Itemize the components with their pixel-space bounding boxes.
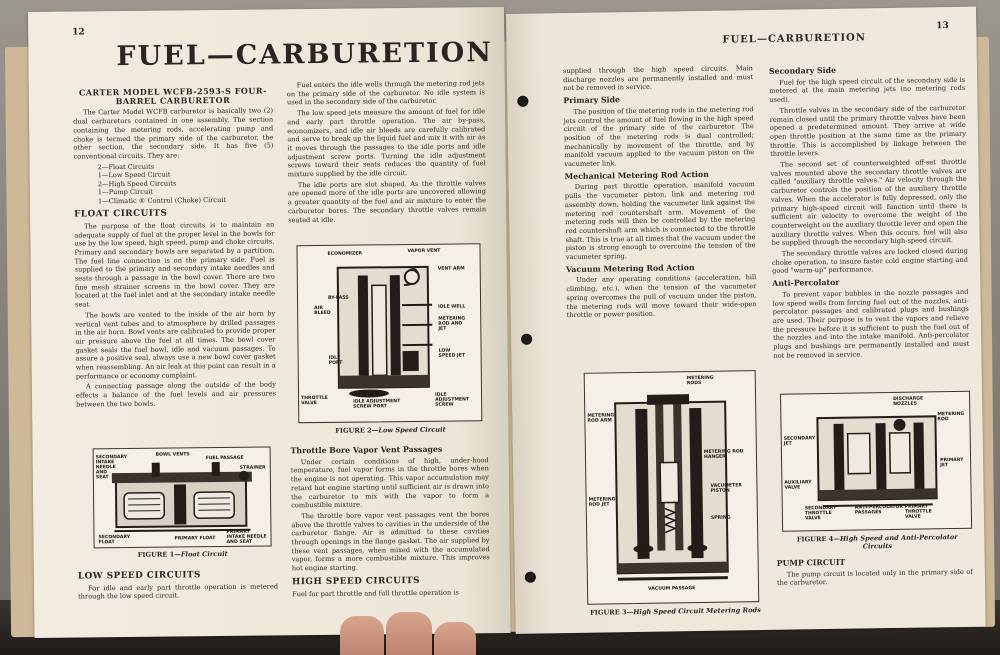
figure-2-number: FIGURE 2— [335, 426, 379, 435]
vacuum-paragraph: Under any operating conditions (acceleration, hill climbing, etc.), when the tension of the vacumeter spring overcomes the pull of vacuum under the piston, the metering rods will move toward their wide-open throttle or power position. [566, 273, 757, 320]
label-metering-rods: METERING RODS [686, 375, 714, 387]
idle-paragraph: The low speed jets measure the amount of fuel for idle and early part throttle operation. The air by-pass, economizers, and idle air bleeds are carefully calibrated and serve to break up the liquid fuel and mix it with air as it moves through the passages to the idle ports and idle adjustment screw ports. Turning the idle adjustment screws toward their seats reduces the quantity of fuel mixture supplied by the idle circuit. [287, 107, 486, 179]
label-secondary-float: SECONDARY FLOAT [98, 534, 131, 546]
label-primary-float: PRIMARY FLOAT [174, 536, 216, 542]
supply-paragraph: supplied through the high speed circuits. Main discharge nozzles are permanently installed and must not be removed in service. [562, 64, 754, 93]
secondary-paragraph: Fuel for the high speed circuit of the secondary side is metered at the main metering jets (no metering rods used). [769, 75, 966, 104]
vacuum-heading: Vacuum Metering Rod Action [565, 262, 695, 274]
label-spring: SPRING [710, 515, 731, 521]
label-metering-rod-arm: METERING ROD ARM [587, 413, 615, 424]
figure-low-speed-circuit [296, 243, 482, 423]
mechanical-heading: Mechanical Metering Rod Action [564, 169, 709, 181]
label-discharge-nozzles: DISCHARGE NOZZLES [893, 396, 924, 407]
float-paragraph: The purpose of the float circuits is to maintain an adequate supply of fuel at the proper level in the bowls for use by the low speed, high speed, pump and choke circuits. Primary and secondary bowls are separated by a partition. The fuel line connection is on the primary side. Fuel is supplied to the primary and secondary intake needles and seats through a passage in the bowl cover. There are two fine mesh strainer screens in the bowl cover. They are located at the fuel inlet and at the secondary intake needle seat. [74, 220, 276, 309]
hand-fingers [330, 612, 490, 655]
left-column-2 [287, 79, 487, 226]
label-fuel-passage: FUEL PASSAGE [205, 455, 244, 462]
float-paragraph: A connecting passage along the outside of the body effects a balance of the fuel levels and air pressures between the two bowls. [75, 380, 277, 409]
circuit-item: 1—Pump Circuit [97, 187, 153, 197]
left-column-1-bottom [78, 565, 278, 603]
circuit-item: 1—Climatic ® Control (Choke) Circuit [97, 195, 227, 205]
label-idle-adj-screw: IDLE ADJUSTMENT SCREW [435, 392, 470, 408]
label-by-pass: BY-PASS [327, 295, 349, 301]
low-speed-heading: LOW SPEED CIRCUITS [77, 570, 201, 582]
label-vent-arm: VENT ARM [437, 266, 465, 272]
idle-paragraph: The idle ports are slot shaped. As the throttle valves are opened more of the idle ports are uncovered allowing a greater quantity of the fuel and air mixture to enter the carburetor bores. The secondary throttle valves remain seated at idle. [287, 178, 487, 224]
vapor-vent-heading: Throttle Bore Vapor Vent Passages [290, 444, 443, 456]
page-title: FUEL—CARBURETION [116, 37, 494, 73]
intro-paragraph: The Carter Model WCFB carburetor is basically two (2) dual carburetors contained in one assembly. The section containing the metering rods, accelerating pump and choke is termed the primary side of the carburetor, the other section, the secondary side. It has five (5) conventional circuits. They are: [73, 106, 274, 161]
label-secondary-jet: SECONDARY JET [783, 436, 816, 447]
label-primary-jet: PRIMARY JET [940, 457, 964, 469]
secondary-paragraph: The second set of counterweighted off-set throttle valves mounted above the secondary throttle valves are called "auxiliary throttle valves." Air velocity through the carburetor controls the position of the auxiliary throttle valves. When the accelerator is fully depressed, only the primary high-speed circuit will function until there is sufficient air velocity to overcome the weight of the counterweight on the auxiliary throttle lever and open the auxiliary throttle valves. When this occurs, fuel will also be supplied through the secondary high-speed circuit. [770, 157, 968, 248]
label-secondary-intake: SECONDARY INTAKE NEEDLE AND SEAT [95, 454, 128, 481]
vapor-paragraph: Under certain conditions of high, under-hood temperature, fuel vapor forms in the throttle bores when the engine is not operating. This vapor accumulation may retard hot engine starting until sufficient air is drawn into the carburetor to mix with the vapor to form a combustible mixture. [290, 455, 490, 510]
binder-hole [517, 96, 528, 107]
figure-metering-rods [584, 370, 760, 605]
figure-4-number: FIGURE 4— [796, 534, 840, 544]
label-strainer: STRAINER [239, 465, 266, 471]
figure-4-caption [782, 533, 972, 552]
label-economizer: ECONOMIZER [327, 251, 363, 257]
secondary-paragraph: Throttle valves in the secondary side of the carburetor remain closed until the primary throttle valves have been opened a predetermined amount. They arrive at wide open throttle position at the same time as the primary throttle. This is accomplished by linkage between the throttle levers. [769, 103, 967, 159]
right-column-2-bottom [777, 553, 974, 590]
right-column-2 [769, 61, 970, 363]
left-page [28, 7, 511, 638]
pump-circuit-heading: PUMP CIRCUIT [776, 557, 846, 568]
float-paragraph: The bowls are vented to the inside of the air horn by vertical vent tubes and to atmosphere by drilled passages in the air horn. Bowl vents are calibrated to provide proper air pressure above the fuel at all times. The bowl cover gasket seals the fuel bowl, idle and vacuum passages. To assure a positive seal, always use a new bowl cover gasket when reassembling. An air leak at this point can result in a performance or economy complaint. [75, 309, 276, 381]
label-low-speed-jet: LOW SPEED JET [438, 348, 466, 359]
figure-3-number: FIGURE 3— [589, 608, 634, 617]
circuit-list [98, 161, 274, 205]
vapor-paragraph: The throttle bore vapor vent passages vent the bores above the throttle valves to cavities in the underside of the carburetor flange. Air is admitted to these cavities through openings in the flange gasket. The air supplied by these vent passages, when mixed with the accumulated vapor, forms a more combustible mixture. This improves hot engine starting. [291, 510, 490, 573]
figure-3-caption [575, 606, 775, 617]
mechanical-paragraph: During part throttle operation, manifold vacuum pulls the vacumeter piston, link and metering rod assembly down, holding the vacumeter link against the metering rod countershaft arm. Movement of the metering rods will then be controlled by the metering rod countershaft arm which is connected to the throttle shaft. This is true at all times that the vacuum under the piston is strong enough to overcome the tension of the vacumeter spring. [564, 180, 756, 262]
secondary-paragraph: The secondary throttle valves are locked closed during choke operation, to insure faster cold engine starting and good "warm-up" performance. [771, 246, 968, 276]
label-throttle-valve: THROTTLE VALVE [301, 395, 328, 407]
page-number-left: 12 [72, 27, 85, 38]
figure-2-title: Low Speed Circuit [378, 425, 446, 435]
figure-3-title: High Speed Circuit Metering Rods [633, 606, 761, 617]
label-auxiliary-valve: AUXILIARY VALVE [784, 480, 812, 491]
figure-2-caption [298, 425, 482, 435]
figure-1-caption [94, 549, 272, 559]
label-vacumeter-piston: VACUMETER PISTON [710, 483, 742, 494]
anti-percolator-heading: Anti-Percolator [772, 277, 840, 289]
label-idle-port: IDLE PORT [328, 355, 343, 366]
label-secondary-throttle: SECONDARY THROTTLE VALVE [804, 505, 837, 522]
idle-paragraph: Fuel enters the idle wells through the metering rod jets on the primary side of the carburetor. No idle system is used in the secondary side of the carburetor. [286, 79, 485, 107]
right-column-1 [563, 64, 757, 322]
label-metering-rod-jet: METERING ROD AND JET [438, 316, 466, 332]
pump-paragraph: The pump circuit is located only in the primary side of the carburetor. [776, 567, 973, 588]
figure-1-number: FIGURE 1— [137, 550, 181, 559]
left-column-2-bottom [291, 441, 491, 600]
label-metering-rod: METERING ROD [937, 411, 965, 423]
running-head: FUEL—CARBURETION [722, 32, 867, 46]
secondary-side-heading: Secondary Side [768, 65, 837, 76]
circuit-item: 1—Low Speed Circuit [97, 170, 171, 180]
label-air-bleed: AIR BLEED [314, 305, 331, 317]
figure-float-circuit [93, 446, 272, 548]
label-vacuum-passage: VACUUM PASSAGE [648, 586, 696, 592]
circuit-item: 2—High Speed Circuits [97, 179, 177, 188]
high-speed-heading: HIGH SPEED CIRCUITS [291, 575, 421, 588]
label-anti-percolator: ANTI-PERCOLATOR PASSAGES [854, 504, 904, 516]
left-column-1 [73, 81, 276, 411]
primary-paragraph: The position of the metering rods in the metering rod jets control the amount of fuel flowing in the high speed circuit of the primary side of the carburetor. The position of the metering rods is dual controlled; mechanically by movement of the throttle, and by manifold vacuum applied to the vacuum piston on the vacumeter link. [563, 104, 755, 169]
figure-1-title: Float Circuit [180, 549, 228, 559]
anti-percolator-paragraph: To prevent vapor bubbles in the nozzle passages and low speed wells from forcing fuel out of the nozzles, anti-percolator passages and calibrated plugs and bushings are used. Their purpose is to vent the vapors and relieve the pressure before it is sufficient to push the fuel out of the nozzles and into the intake manifold. Anti-percolator plugs and bushings are permanently installed and must not be removed in service. [772, 287, 970, 360]
label-vapor-vent: VAPOR VENT [407, 248, 441, 255]
label-metering-rod-hanger: METERING ROD HANGER [703, 449, 744, 460]
primary-side-heading: Primary Side [563, 95, 621, 106]
low-speed-paragraph: For idle and early part throttle operation is metered through the low speed circuit. [78, 582, 279, 601]
circuit-item: 2—Float Circuits [97, 162, 155, 171]
label-metering-rod-jet: METERING ROD JET [588, 497, 616, 508]
page-number-right: 13 [936, 21, 949, 32]
right-page [506, 7, 986, 634]
figure-4-title: High Speed and Anti-Percolator Circuits [839, 532, 958, 551]
label-idle-well: IDLE WELL [438, 304, 466, 310]
label-bowl-vents: BOWL VENTS [155, 452, 190, 458]
binder-hole [521, 334, 532, 345]
binder-hole [525, 572, 536, 583]
figure-anti-percolator [780, 391, 972, 532]
float-heading: FLOAT CIRCUITS [74, 208, 168, 220]
carburetor-heading: CARTER MODEL WCFB-2593-S FOUR-BARREL CARBURETOR [78, 85, 267, 106]
label-idle-adj-port: IDLE ADJUSTMENT SCREW PORT [353, 399, 401, 410]
high-speed-paragraph: Fuel for part throttle and full throttle operation is [292, 588, 459, 598]
label-primary-intake: PRIMARY INTAKE NEEDLE AND SEAT [226, 529, 267, 545]
label-primary-throttle: PRIMARY THROTTLE VALVE [904, 504, 932, 520]
